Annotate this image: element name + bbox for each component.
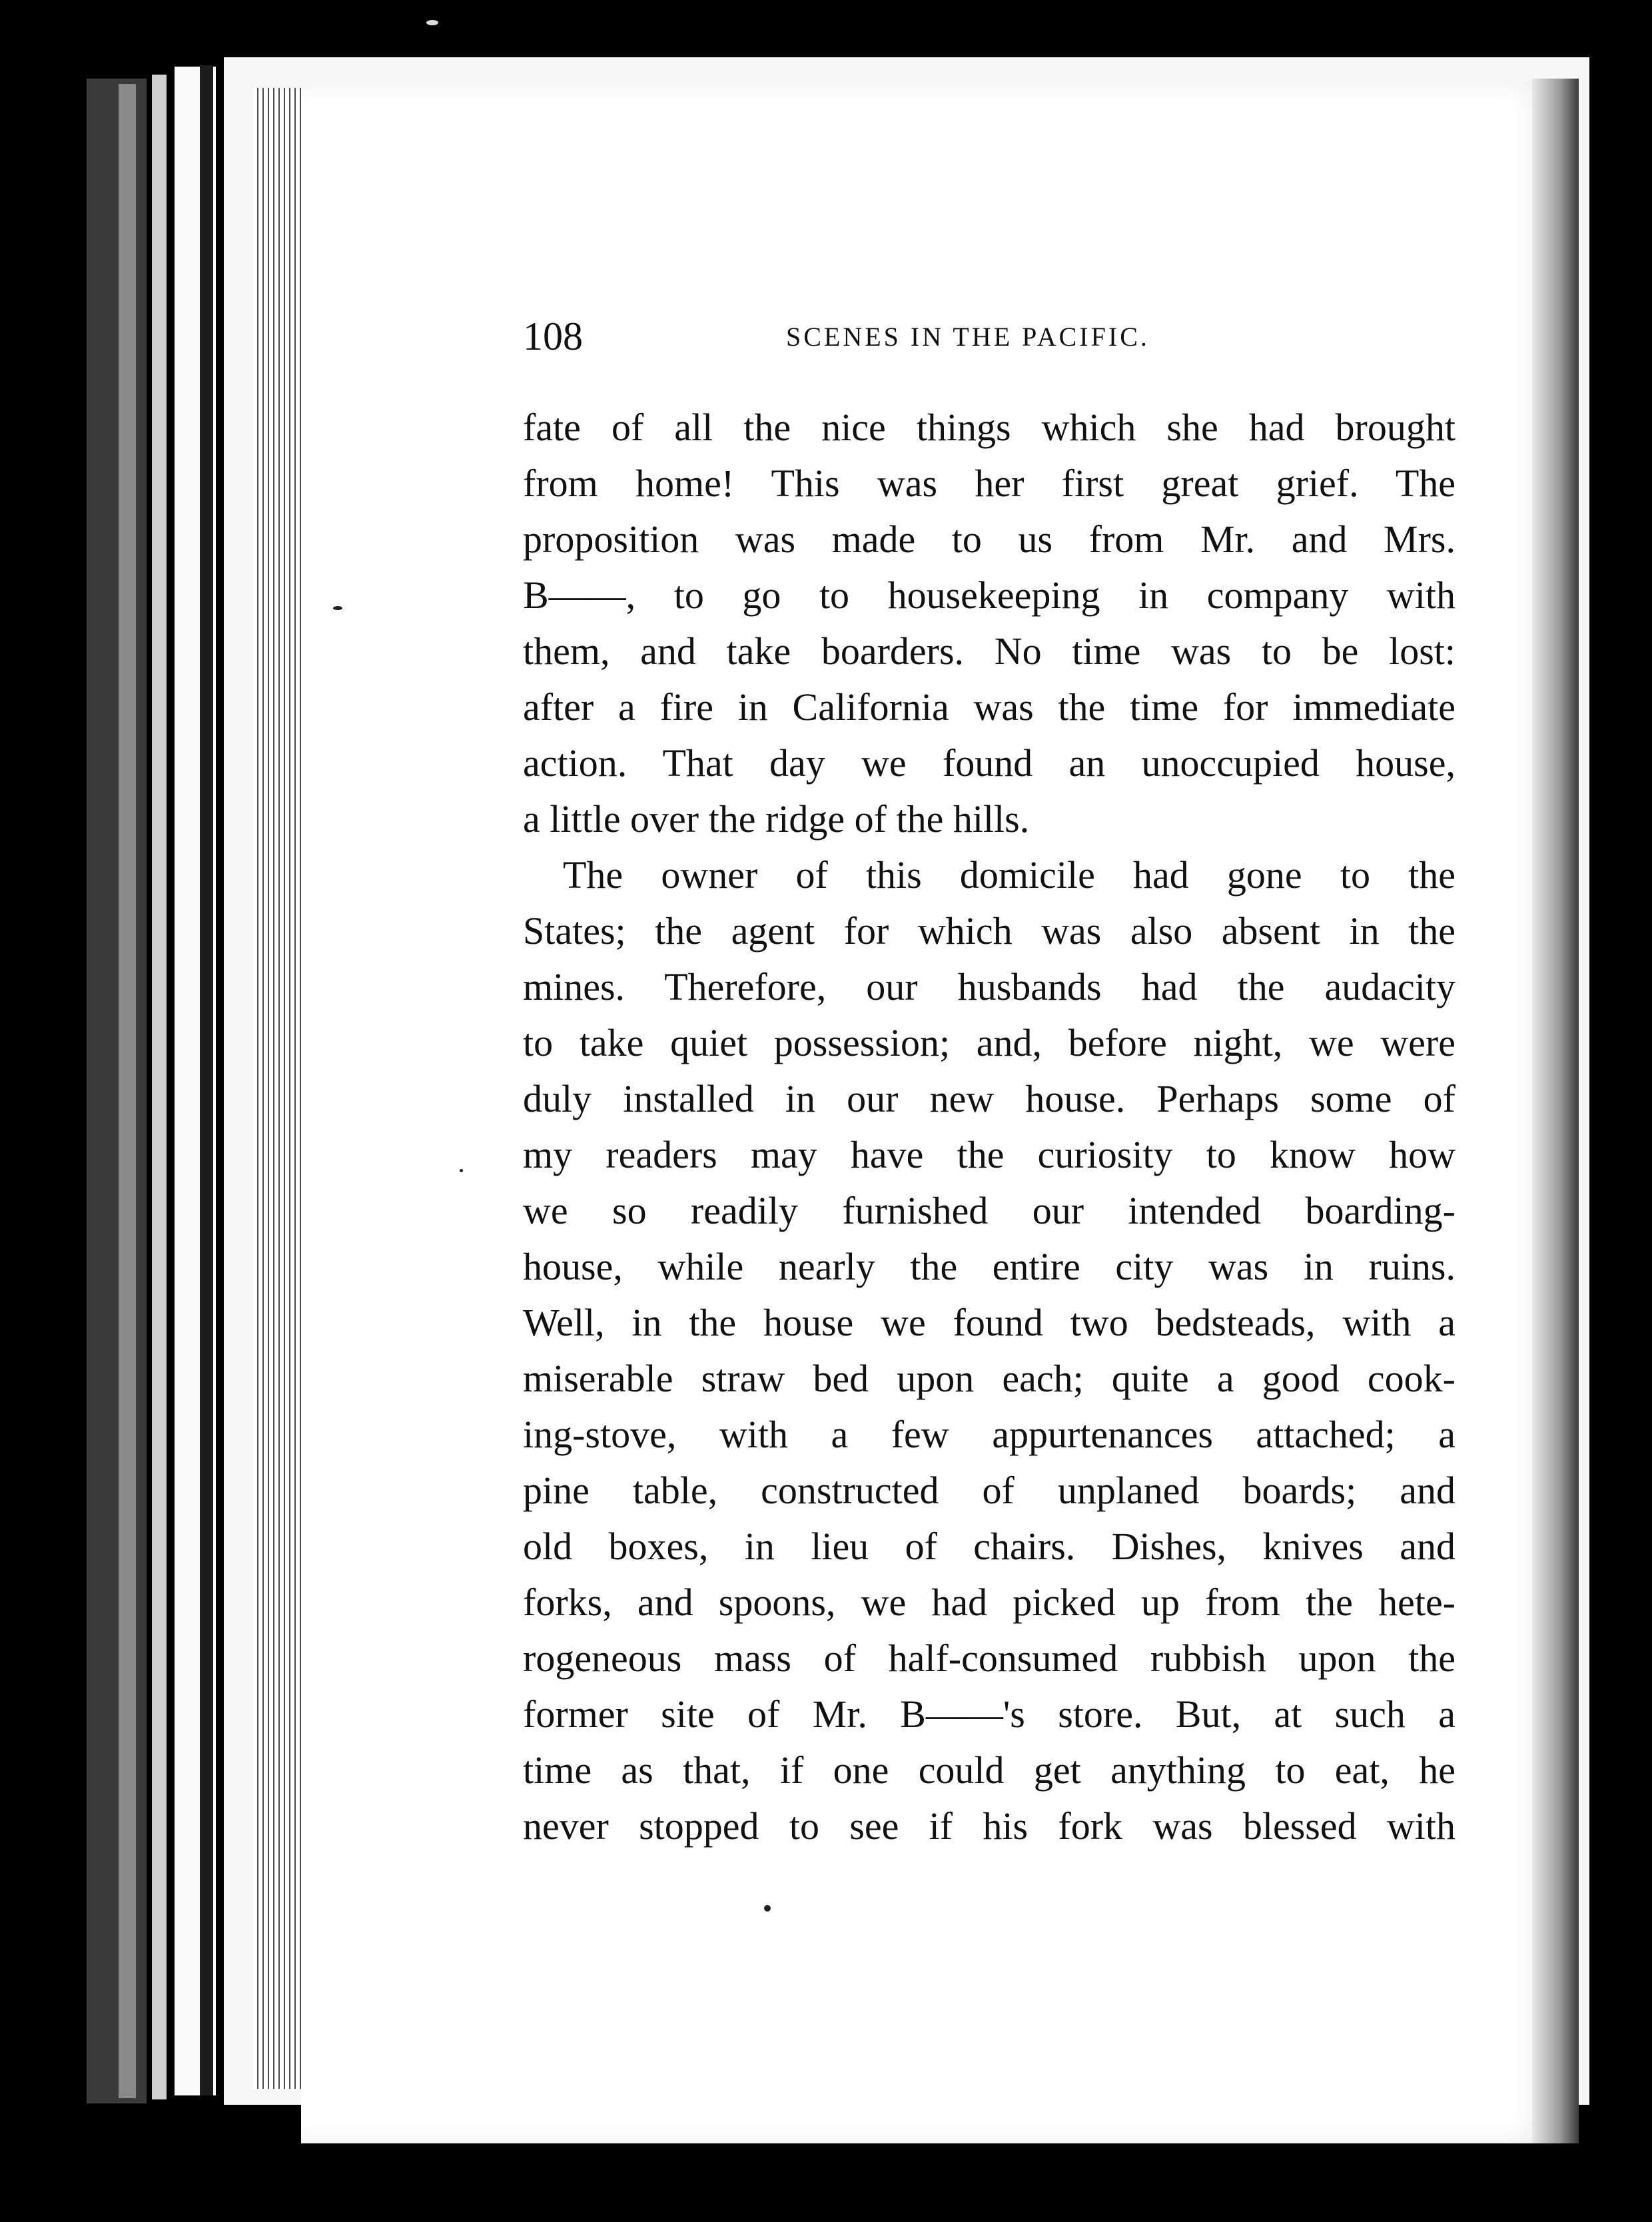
text-line: Well, in the house we found two bedsteads, with a [523,1301,1455,1344]
text-line: duly installed in our new house. Perhaps some of [523,1077,1455,1120]
text-line: time as that, if one could get anything to eat, he [523,1748,1455,1792]
text-line: ing-stove, with a few appurtenances attached; a [523,1413,1455,1456]
paragraph-start-line: The owner of this domicile had gone to the [563,853,1455,897]
page-stack-lines [253,88,306,2089]
text-line: proposition was made to us from Mr. and Mrs. [523,518,1455,561]
text-line: former site of Mr. B——'s store. But, at such a [523,1692,1455,1736]
text-line: we so readily furnished our intended boarding- [523,1189,1455,1232]
text-line: to take quiet possession; and, before night, we were [523,1021,1455,1064]
running-title: SCENES IN THE PACIFIC. [786,322,1150,352]
text-line: old boxes, in lieu of chairs. Dishes, knives and [523,1525,1455,1568]
page-edges-light [152,75,167,2099]
text-line: rogeneous mass of half-consumed rubbish upon the [523,1637,1455,1680]
text-line: them, and take boarders. No time was to be lost: [523,629,1455,673]
page-edges-dark [87,79,147,2103]
scan-speck [426,20,438,25]
text-line: pine table, constructed of unplaned boards; and [523,1469,1455,1512]
text-line: miserable straw bed upon each; quite a good cook- [523,1357,1455,1400]
text-line: a little over the ridge of the hills. [523,797,1030,841]
gutter-shadow [1532,79,1579,2143]
running-head [523,313,1189,360]
body-text [523,400,1455,1854]
ink-speck [333,606,342,610]
text-line: my readers may have the curiosity to know how [523,1133,1455,1176]
text-line: States; the agent for which was also absent in the [523,909,1455,952]
page-edge-shadow [200,65,213,2095]
ink-dot [764,1905,771,1912]
page-number: 108 [523,314,583,358]
text-line: never stopped to see if his fork was blessed with [523,1804,1455,1848]
ink-speck [460,1169,463,1172]
text-line: after a fire in California was the time for immediate [523,685,1455,729]
text-line: B——, to go to housekeeping in company with [523,573,1455,617]
text-line: house, while nearly the entire city was in ruins. [523,1245,1455,1288]
text-line: action. That day we found an unoccupied house, [523,741,1455,785]
text-line: forks, and spoons, we had picked up from the hete- [523,1581,1455,1624]
text-line: mines. Therefore, our husbands had the audacity [523,965,1455,1008]
page-edges-gray [119,84,136,2098]
text-line: fate of all the nice things which she had brought [523,406,1455,449]
text-line: from home! This was her first great grief. The [523,462,1455,505]
